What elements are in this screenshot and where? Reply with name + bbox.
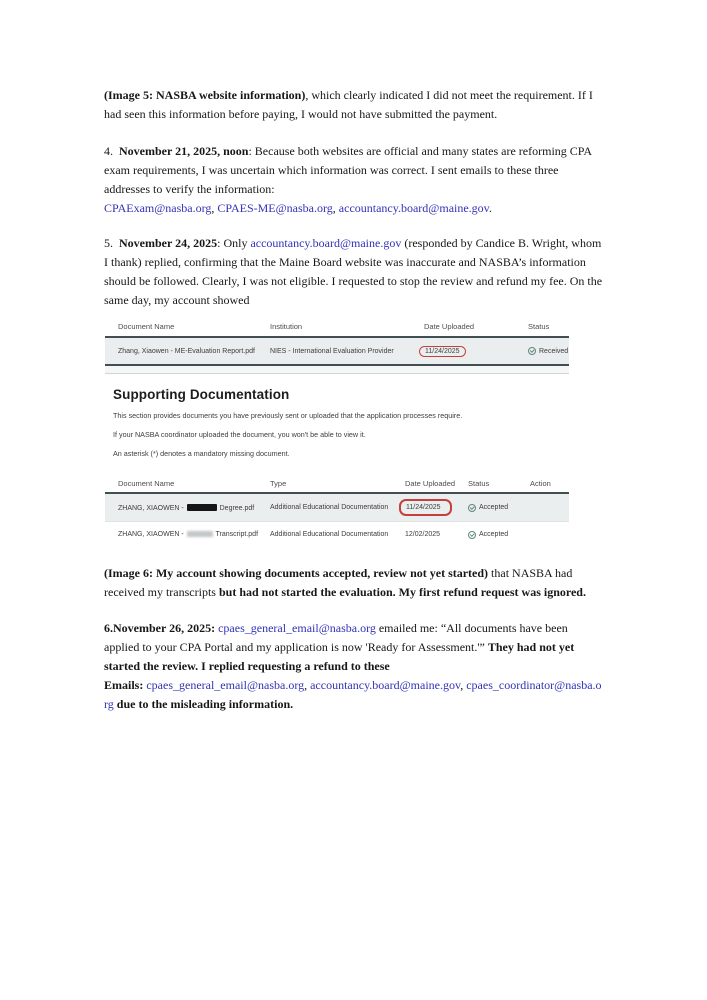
redaction-bar <box>187 504 217 511</box>
text-run: : Because both websites are official and many states are reforming CPA exam requirements, I was uncertain which information was correct. I sent emails to these three addresses to verify the information: <box>104 144 592 196</box>
supporting-table-header-row <box>105 474 569 494</box>
date-uploaded-cell <box>405 531 468 538</box>
paragraph-image5-caption <box>104 86 603 124</box>
date-uploaded-cell <box>405 499 468 516</box>
paragraph-image6-caption <box>104 564 603 602</box>
column-header-action: Action <box>530 478 551 488</box>
status-label: Accepted <box>479 504 509 511</box>
red-annotation-box <box>399 499 452 516</box>
coordinator-note: If your NASBA coordinator uploaded the document, you won't be able to view it. <box>113 430 366 439</box>
supporting-documentation-title: Supporting Documentation <box>113 387 290 402</box>
text-run: emailed me: “All documents have been applied to your CPA Portal and my application is now 'Ready for Assessment.'” <box>104 621 568 654</box>
list-number: 4. <box>104 144 119 158</box>
type-cell: Additional Educational Documentation <box>270 531 389 538</box>
status-label: Received <box>539 347 569 355</box>
status-cell <box>468 531 530 539</box>
document-name-suffix: Transcript.pdf <box>213 531 259 538</box>
date-heading: November 21, 2025, noon <box>119 144 249 158</box>
documents-table-header-row <box>105 316 569 338</box>
list-number: 5. <box>104 236 119 250</box>
date-uploaded-value: 11/24/2025 <box>406 504 441 511</box>
email-link-cpaes-general[interactable]: cpaes_general_email@nasba.org <box>146 678 305 692</box>
document-name-cell: Zhang, Xiaowen - ME-Evaluation Report.pdf <box>118 347 255 355</box>
text-run: , <box>460 678 467 692</box>
check-circle-icon <box>468 504 476 512</box>
check-circle-icon <box>468 531 476 539</box>
email-link-accountancy-board[interactable]: accountancy.board@maine.gov <box>250 236 402 250</box>
date-heading: 6.November 26, 2025: <box>104 621 219 635</box>
text-run: , <box>304 678 311 692</box>
blurred-text <box>187 531 213 537</box>
section-divider <box>105 366 569 374</box>
column-header-document-name: Document Name <box>118 478 175 488</box>
documents-table-row <box>105 338 569 366</box>
image6-caption-bold: (Image 6: My account showing documents accepted, review not yet started) <box>104 566 489 580</box>
bold-run: but had not started the evaluation. My first refund request was ignored. <box>218 585 586 599</box>
column-header-institution: Institution <box>270 321 303 331</box>
column-header-date-uploaded: Date Uploaded <box>405 478 456 488</box>
emails-label: Emails: <box>104 678 147 692</box>
bold-run: They had not yet started the review. I replied requesting a refund to these <box>104 640 575 673</box>
email-link-accountancy-board[interactable]: accountancy.board@maine.gov <box>310 678 461 692</box>
status-label: Accepted <box>479 531 509 538</box>
document-name-prefix: ZHANG, XIAOWEN - <box>118 504 186 512</box>
text-run: (responded by Candice B. Wright, whom I thank) replied, confirming that the Maine Board website was inaccurate and NASBA’s information should be followed. Clearly, I was not eligible. I requested to stop the review and refund my fee. On the same day, my account showed <box>104 236 603 307</box>
column-header-document-name: Document Name <box>118 321 175 331</box>
column-header-date-uploaded: Date Uploaded <box>424 321 475 331</box>
status-cell <box>528 347 569 355</box>
status-cell <box>468 504 530 512</box>
date-uploaded-value: 11/24/2025 <box>425 347 460 355</box>
email-link-cpaes-general[interactable]: cpaes_general_email@nasba.org <box>218 621 376 635</box>
paragraph-item-6 <box>104 619 603 714</box>
text-run: . <box>488 201 492 215</box>
column-header-status: Status <box>468 478 490 488</box>
supporting-table-row <box>105 494 569 522</box>
bold-run: due to the misleading information. <box>113 697 294 711</box>
column-header-type: Type <box>270 478 287 488</box>
check-circle-icon <box>528 347 536 355</box>
date-uploaded-value: 12/02/2025 <box>405 531 441 538</box>
document-name-cell <box>118 504 270 512</box>
embedded-account-screenshot <box>105 316 569 547</box>
document-name-prefix: ZHANG, XIAOWEN - <box>118 531 186 538</box>
document-body <box>104 86 603 714</box>
document-name-cell <box>118 531 270 538</box>
email-link-cpaes-coordinator[interactable]: cpaes_coordinator@nasba.org <box>104 678 602 711</box>
text-run: , <box>332 201 339 215</box>
date-heading: November 24, 2025 <box>119 236 218 250</box>
email-link-cpaes-me[interactable]: CPAES-ME@nasba.org <box>217 201 333 215</box>
text-run: , which clearly indicated I did not meet the requirement. If I had seen this information before paying, I would not have submitted the payment. <box>104 88 593 121</box>
email-link-accountancy-board[interactable]: accountancy.board@maine.gov <box>338 201 489 215</box>
date-uploaded-cell <box>424 346 528 357</box>
text-run: : Only <box>217 236 251 250</box>
text-run: , <box>211 201 218 215</box>
supporting-table-row <box>105 522 569 547</box>
document-name-suffix: Degree.pdf <box>217 504 255 512</box>
institution-cell: NIES - International Evaluation Provider <box>270 347 394 355</box>
text-run: that NASBA had received my transcripts <box>104 566 573 599</box>
image5-caption-bold: (Image 5: NASBA website information) <box>104 88 306 102</box>
supporting-documentation-description: This section provides documents you have previously sent or uploaded that the application processes require. <box>113 411 463 420</box>
asterisk-note: An asterisk (*) denotes a mandatory missing document. <box>113 449 290 458</box>
paragraph-item-4 <box>104 142 603 218</box>
red-annotation-box <box>419 346 466 357</box>
type-cell: Additional Educational Documentation <box>270 504 389 511</box>
paragraph-item-5 <box>104 234 603 310</box>
column-header-status: Status <box>528 321 550 331</box>
email-link-cpaexam[interactable]: CPAExam@nasba.org <box>104 201 212 215</box>
